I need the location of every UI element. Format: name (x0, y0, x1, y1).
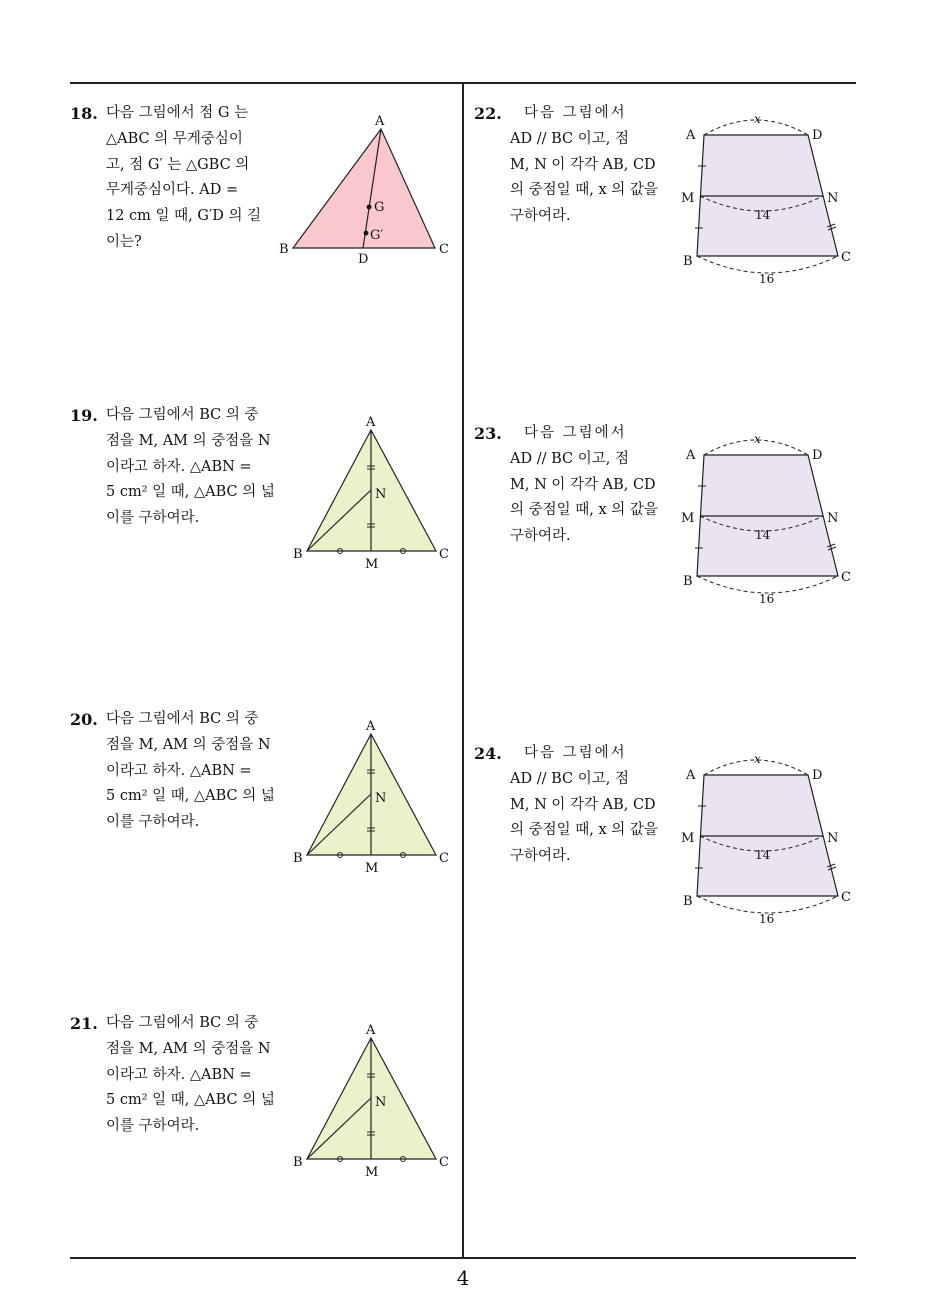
label-c: C (439, 242, 449, 257)
label-c: C (841, 890, 851, 905)
label-d: D (812, 448, 823, 463)
label-b: B (279, 242, 289, 257)
label-c: C (439, 547, 449, 562)
text-line: 점을 M, AM 의 중점을 N (106, 432, 271, 449)
label-14: 14 (755, 208, 771, 222)
problem-number: 18. (70, 104, 98, 123)
problem-number: 20. (70, 710, 98, 729)
page-number: 4 (456, 1266, 470, 1290)
label-d: D (358, 252, 369, 267)
text-line: 이를 구하여라. (106, 510, 200, 527)
text-line: AD // BC 이고, 점 (510, 450, 629, 467)
text-line: AD // BC 이고, 점 (510, 770, 629, 787)
text-line: 구하여라. (510, 208, 571, 225)
point-g-prime (364, 231, 369, 236)
text-line: 다음 그림에서 점 G 는 (106, 105, 249, 121)
label-n: N (375, 791, 387, 806)
label-a: A (366, 415, 376, 430)
label-g: G (374, 200, 385, 215)
bottom-arc (697, 896, 838, 913)
label-n: N (827, 831, 839, 846)
label-x: x (754, 752, 761, 766)
text-line: M, N 이 각각 AB, CD (510, 156, 656, 173)
text-line: AD // BC 이고, 점 (510, 130, 629, 147)
label-m: M (365, 861, 379, 876)
label-x: x (754, 432, 761, 446)
problem-text (106, 707, 274, 836)
label-n: N (827, 511, 839, 526)
label-a: A (366, 1023, 376, 1038)
label-a: A (366, 719, 376, 734)
text-line: 무게중심이다. AD = (106, 182, 239, 199)
label-16: 16 (759, 592, 775, 606)
bottom-arc (697, 256, 838, 273)
problem-text (510, 741, 662, 870)
problem-text (106, 1011, 274, 1140)
text-line: 다음 그림에서 (524, 105, 627, 121)
trapezoid-figure (678, 108, 858, 288)
label-b: B (293, 1155, 303, 1170)
midpoint-triangle-figure (290, 1018, 460, 1188)
text-line: 12 cm 일 때, G′D 의 길 (106, 208, 262, 225)
label-m: M (365, 557, 379, 572)
label-b: B (293, 547, 303, 562)
text-line: M, N 이 각각 AB, CD (510, 476, 656, 493)
text-line: △ABC 의 무게중심이 (106, 130, 243, 147)
text-line: 5 cm² 일 때, △ABC 의 넓 (106, 484, 275, 501)
problem-number: 19. (70, 406, 98, 425)
midpoint-triangle-figure (290, 410, 460, 580)
label-b: B (683, 894, 693, 909)
label-14: 14 (755, 848, 771, 862)
problem-text (510, 101, 662, 230)
problem-number: 21. (70, 1014, 98, 1033)
text-line: 다음 그림에서 BC 의 중 (106, 711, 259, 727)
label-d: D (812, 128, 823, 143)
label-m: M (681, 191, 695, 206)
label-a: A (686, 768, 696, 783)
label-16: 16 (759, 272, 775, 286)
label-n: N (827, 191, 839, 206)
bottom-arc (697, 576, 838, 593)
text-line: 다음 그림에서 BC 의 중 (106, 407, 259, 423)
text-line: 이라고 하자. △ABN = (106, 1066, 252, 1083)
text-line: 구하여라. (510, 848, 571, 865)
problem-number: 22. (474, 104, 502, 123)
text-line: 의 중점일 때, x 의 값을 (510, 822, 658, 839)
problem-number: 23. (474, 424, 502, 443)
label-x: x (754, 112, 761, 126)
text-line: 이라고 하자. △ABN = (106, 458, 252, 475)
text-line: 점을 M, AM 의 중점을 N (106, 1040, 271, 1057)
label-m: M (681, 831, 695, 846)
label-b: B (293, 851, 303, 866)
text-line: 다음 그림에서 (524, 425, 627, 441)
label-m: M (681, 511, 695, 526)
text-line: 구하여라. (510, 528, 571, 545)
label-a: A (686, 448, 696, 463)
text-line: 이를 구하여라. (106, 1118, 200, 1135)
midpoint-triangle-figure (290, 714, 460, 884)
label-c: C (841, 250, 851, 265)
label-m: M (365, 1165, 379, 1180)
column-divider (462, 83, 464, 1258)
label-g-prime: G′ (370, 228, 384, 243)
text-line: 5 cm² 일 때, △ABC 의 넓 (106, 1092, 275, 1109)
label-a: A (686, 128, 696, 143)
problem-number: 24. (474, 744, 502, 763)
text-line: M, N 이 각각 AB, CD (510, 796, 656, 813)
text-line: 다음 그림에서 (524, 745, 627, 761)
text-line: 이를 구하여라. (106, 814, 200, 831)
label-c: C (841, 570, 851, 585)
bottom-rule (70, 1257, 856, 1259)
triangle-abc (293, 129, 435, 248)
trapezoid-figure (678, 428, 858, 608)
label-b: B (683, 574, 693, 589)
trapezoid-figure (678, 748, 858, 928)
label-b: B (683, 254, 693, 269)
text-line: 이라고 하자. △ABN = (106, 762, 252, 779)
label-14: 14 (755, 528, 771, 542)
text-line: 점을 M, AM 의 중점을 N (106, 736, 271, 753)
text-line: 5 cm² 일 때, △ABC 의 넓 (106, 788, 275, 805)
text-line: 다음 그림에서 BC 의 중 (106, 1015, 259, 1031)
label-d: D (812, 768, 823, 783)
problem-text (106, 101, 274, 256)
text-line: 의 중점일 때, x 의 값을 (510, 502, 658, 519)
label-n: N (375, 1095, 387, 1110)
text-line: 이는? (106, 233, 142, 250)
problem-text (510, 421, 662, 550)
problem-text (106, 403, 274, 532)
label-c: C (439, 851, 449, 866)
label-c: C (439, 1155, 449, 1170)
centroid-triangle-figure (270, 105, 460, 275)
point-g (367, 205, 372, 210)
label-n: N (375, 487, 387, 502)
text-line: 의 중점일 때, x 의 값을 (510, 182, 658, 199)
label-16: 16 (759, 912, 775, 926)
text-line: 고, 점 G′ 는 △GBC 의 (106, 156, 250, 173)
label-a: A (375, 114, 385, 129)
